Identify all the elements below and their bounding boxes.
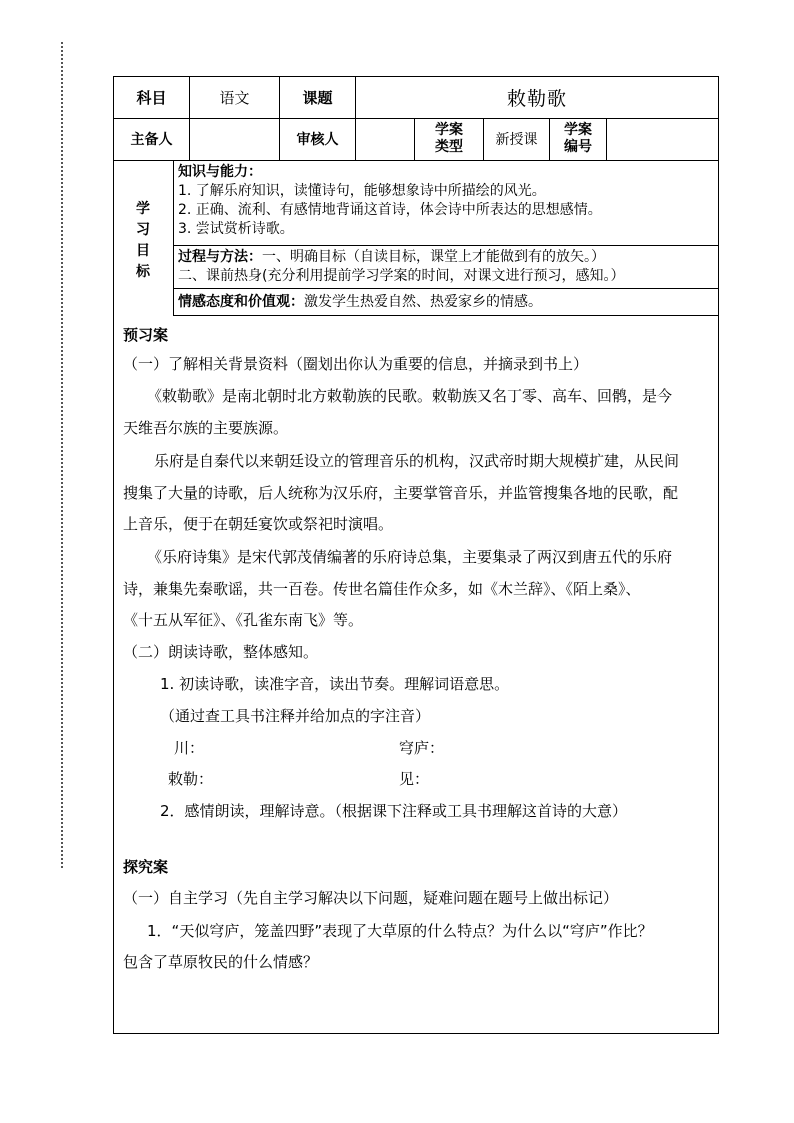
reviewer-label: 审核人 <box>280 118 356 160</box>
objective-knowledge <box>174 160 718 246</box>
side-label-char-3: 目 <box>136 243 150 259</box>
study-plan-table <box>113 76 719 1034</box>
process-step-1: 一、明确目标（自读目标，课堂上才能做到有的放矢。） <box>262 249 605 265</box>
paragraph-line: 天维吾尔族的主要族源。 <box>123 419 289 437</box>
number-label-line-2: 编号 <box>564 139 592 155</box>
type-label-line-1: 学案 <box>435 122 463 138</box>
word-chuan: 川： <box>174 739 205 757</box>
preparer-value <box>190 118 280 160</box>
objective-process <box>174 246 718 289</box>
topic-label: 课题 <box>280 77 356 118</box>
word-xian: 见： <box>399 770 430 788</box>
knowledge-item: 3. 尝试赏析诗歌。 <box>178 221 294 237</box>
emotion-title: 情感态度和价值观： <box>178 294 304 310</box>
preview-item-1-note: （通过查工具书注释并给加点的字注音） <box>160 707 431 725</box>
paragraph-line: 诗，兼集先秦歌谣，共一百卷。传世名篇佳作众多，如《木兰辞》、《陌上桑》、 <box>123 580 641 598</box>
side-label-char-2: 习 <box>136 222 150 238</box>
subject-value: 语文 <box>190 77 280 118</box>
paragraph-line: 乐府是自秦代以来朝廷设立的管理音乐的机构，汉武帝时期大规模扩建，从民间 <box>154 452 680 470</box>
paragraph-line: 《敕勒歌》是南北朝时北方敕勒族的民歌。敕勒族又名丁零、高车、回鹘，是今 <box>147 387 673 405</box>
knowledge-item: 2. 正确、流利、有感情地背诵这首诗，体会诗中所表达的思想感情。 <box>178 202 602 218</box>
process-step-2: 二、课前热身(充分利用提前学习学案的时间，对课文进行预习，感知。） <box>178 268 625 284</box>
explore-section-1: （一）自主学习（先自主学习解决以下问题，疑难问题在题号上做出标记） <box>123 889 619 907</box>
reviewer-value <box>356 118 415 160</box>
process-title: 过程与方法： <box>178 249 262 265</box>
preview-title: 预习案 <box>123 326 169 344</box>
type-value: 新授课 <box>484 118 550 160</box>
preview-section-2: （二）朗读诗歌，整体感知。 <box>123 643 319 661</box>
type-label-line-2: 类型 <box>435 139 463 155</box>
question-1-line: 1．“天似穹庐，笼盖四野”表现了大草原的什么特点？为什么以“穹庐”作比？ <box>147 922 653 940</box>
header-row-1 <box>114 77 718 119</box>
word-qionglu: 穹庐： <box>399 739 445 757</box>
paragraph-line: 搜集了大量的诗歌，后人统称为汉乐府，主要掌管音乐，并监管搜集各地的民歌，配 <box>123 484 679 502</box>
binding-margin-line <box>61 42 63 868</box>
preparer-label: 主备人 <box>114 118 190 160</box>
preview-item-1: 1. 初读诗歌，读准字音，读出节奏。理解词语意思。 <box>160 675 510 693</box>
preview-section-1: （一）了解相关背景资料（圈划出你认为重要的信息，并摘录到书上） <box>123 355 589 373</box>
side-label-char-4: 标 <box>136 264 150 280</box>
topic-title: 敕勒歌 <box>506 88 567 110</box>
paragraph-line: 《乐府诗集》是宋代郭茂倩编著的乐府诗总集，主要集录了两汉到唐五代的乐府 <box>147 548 673 566</box>
paragraph-line: 《十五从军征》、《孔雀东南飞》等。 <box>123 611 364 629</box>
side-label-char-1: 学 <box>136 201 150 217</box>
emotion-text: 激发学生热爱自然、热爱家乡的情感。 <box>304 294 542 310</box>
question-1-line: 包含了草原牧民的什么情感？ <box>123 953 319 971</box>
type-label <box>415 118 484 160</box>
explore-title: 探究案 <box>123 858 169 876</box>
subject-label: 科目 <box>114 77 190 118</box>
knowledge-title: 知识与能力： <box>178 164 262 180</box>
number-label <box>550 118 607 160</box>
number-value <box>607 118 718 160</box>
preview-item-2: 2．感情朗读，理解诗意。（根据课下注释或工具书理解这首诗的大意） <box>160 802 628 820</box>
word-chile: 敕勒： <box>168 770 214 788</box>
paragraph-line: 上音乐，便于在朝廷宴饮或祭祀时演唱。 <box>123 515 394 533</box>
objectives-side-label <box>114 160 174 316</box>
knowledge-item: 1. 了解乐府知识，读懂诗句，能够想象诗中所描绘的风光。 <box>178 183 546 199</box>
header-row-2 <box>114 118 718 161</box>
number-label-line-1: 学案 <box>564 122 592 138</box>
objective-emotion <box>174 289 718 316</box>
